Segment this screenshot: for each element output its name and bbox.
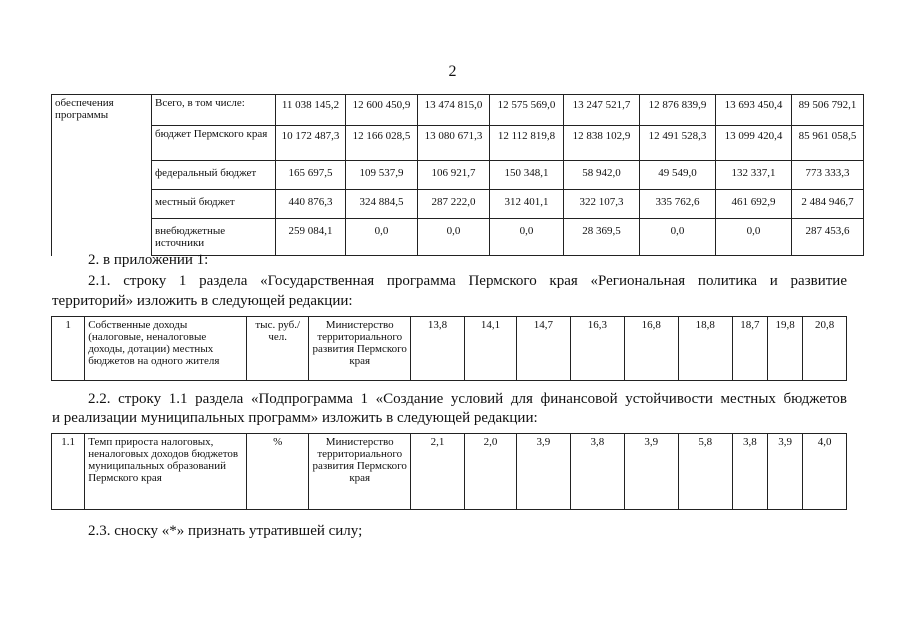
indicator-table-1	[51, 316, 847, 381]
value-cell: 12 166 028,5	[346, 126, 418, 161]
value-cell: 312 401,1	[490, 190, 564, 219]
value-cell: 13 474 815,0	[418, 95, 490, 126]
agency-cell: Министерство территориального развития Пермского края	[309, 434, 411, 510]
value-cell: 0,0	[640, 219, 716, 256]
table-row	[52, 434, 847, 510]
value-cell: 13 080 671,3	[418, 126, 490, 161]
paragraph-appendix: 2. в приложении 1:	[88, 252, 209, 268]
paragraph-2-2-line1: 2.2. строку 1.1 раздела «Подпрограмма 1 «Создание условий для финансовой устойчивости местных бюджетов	[88, 391, 847, 407]
value-cell: 0,0	[490, 219, 564, 256]
value-cell: 12 575 569,0	[490, 95, 564, 126]
unit-cell: тыс. руб./чел.	[247, 317, 309, 381]
value-cell: 12 838 102,9	[564, 126, 640, 161]
value-cell: 13 247 521,7	[564, 95, 640, 126]
paragraph-2-1-line2: территорий» изложить в следующей редакции:	[52, 293, 353, 309]
value-cell: 2 484 946,7	[792, 190, 864, 219]
value-cell: 335 762,6	[640, 190, 716, 219]
value-cell: 322 107,3	[564, 190, 640, 219]
value-cell: 0,0	[716, 219, 792, 256]
value-cell: 106 921,7	[418, 161, 490, 190]
row-label: федеральный бюджет	[152, 161, 276, 190]
indicator-table-2	[51, 433, 847, 510]
agency-cell: Министерство территориального развития Пермского края	[309, 317, 411, 381]
value-cell: 85 961 058,5	[792, 126, 864, 161]
paragraph-2-2-line2: и реализации муниципальных программ» изложить в следующей редакции:	[52, 410, 538, 426]
value-cell: 773 333,3	[792, 161, 864, 190]
table-row	[52, 126, 864, 161]
value-cell: 132 337,1	[716, 161, 792, 190]
page-number: 2	[448, 63, 457, 80]
table-row	[52, 95, 864, 126]
value-cell: 18,7	[732, 317, 767, 381]
table-row	[52, 190, 864, 219]
row-number: 1.1	[52, 434, 85, 510]
value-cell: 58 942,0	[564, 161, 640, 190]
value-cell: 440 876,3	[276, 190, 346, 219]
table-row	[52, 161, 864, 190]
row-label: местный бюджет	[152, 190, 276, 219]
row-label: Всего, в том числе:	[152, 95, 276, 126]
value-cell: 324 884,5	[346, 190, 418, 219]
value-cell: 287 453,6	[792, 219, 864, 256]
value-cell: 2,0	[465, 434, 517, 510]
finance-table	[51, 94, 864, 256]
value-cell: 16,8	[624, 317, 678, 381]
value-cell: 10 172 487,3	[276, 126, 346, 161]
value-cell: 3,9	[624, 434, 678, 510]
value-cell: 2,1	[411, 434, 465, 510]
value-cell: 0,0	[418, 219, 490, 256]
value-cell: 11 038 145,2	[276, 95, 346, 126]
value-cell: 16,3	[570, 317, 624, 381]
table-row	[52, 317, 847, 381]
value-cell: 14,1	[465, 317, 517, 381]
paragraph-2-1-line1: 2.1. строку 1 раздела «Государственная программа Пермского края «Региональная политика и развитие	[88, 273, 847, 289]
paragraph-2-3: 2.3. сноску «*» признать утратившей силу;	[88, 523, 363, 539]
value-cell: 49 549,0	[640, 161, 716, 190]
row-number: 1	[52, 317, 85, 381]
value-cell: 12 491 528,3	[640, 126, 716, 161]
row-label: внебюджетные источники	[152, 219, 276, 256]
value-cell: 5,8	[678, 434, 732, 510]
group-label: обеспечения программы	[52, 95, 152, 256]
value-cell: 109 537,9	[346, 161, 418, 190]
value-cell: 150 348,1	[490, 161, 564, 190]
value-cell: 3,9	[516, 434, 570, 510]
value-cell: 13 693 450,4	[716, 95, 792, 126]
value-cell: 287 222,0	[418, 190, 490, 219]
unit-cell: %	[247, 434, 309, 510]
value-cell: 12 876 839,9	[640, 95, 716, 126]
value-cell: 12 112 819,8	[490, 126, 564, 161]
value-cell: 12 600 450,9	[346, 95, 418, 126]
value-cell: 28 369,5	[564, 219, 640, 256]
value-cell: 89 506 792,1	[792, 95, 864, 126]
value-cell: 20,8	[803, 317, 847, 381]
value-cell: 259 084,1	[276, 219, 346, 256]
table-row	[52, 219, 864, 256]
value-cell: 13 099 420,4	[716, 126, 792, 161]
value-cell: 3,9	[768, 434, 803, 510]
row-label: бюджет Пермского края	[152, 126, 276, 161]
value-cell: 165 697,5	[276, 161, 346, 190]
value-cell: 3,8	[732, 434, 767, 510]
value-cell: 3,8	[570, 434, 624, 510]
value-cell: 18,8	[678, 317, 732, 381]
value-cell: 4,0	[803, 434, 847, 510]
value-cell: 13,8	[411, 317, 465, 381]
value-cell: 0,0	[346, 219, 418, 256]
value-cell: 461 692,9	[716, 190, 792, 219]
value-cell: 14,7	[516, 317, 570, 381]
indicator-name: Собственные доходы (налоговые, неналоговые доходы, дотации) местных бюджетов на одного жителя	[85, 317, 247, 381]
indicator-name: Темп прироста налоговых, неналоговых доходов бюджетов муниципальных образований Пермского края	[85, 434, 247, 510]
value-cell: 19,8	[768, 317, 803, 381]
